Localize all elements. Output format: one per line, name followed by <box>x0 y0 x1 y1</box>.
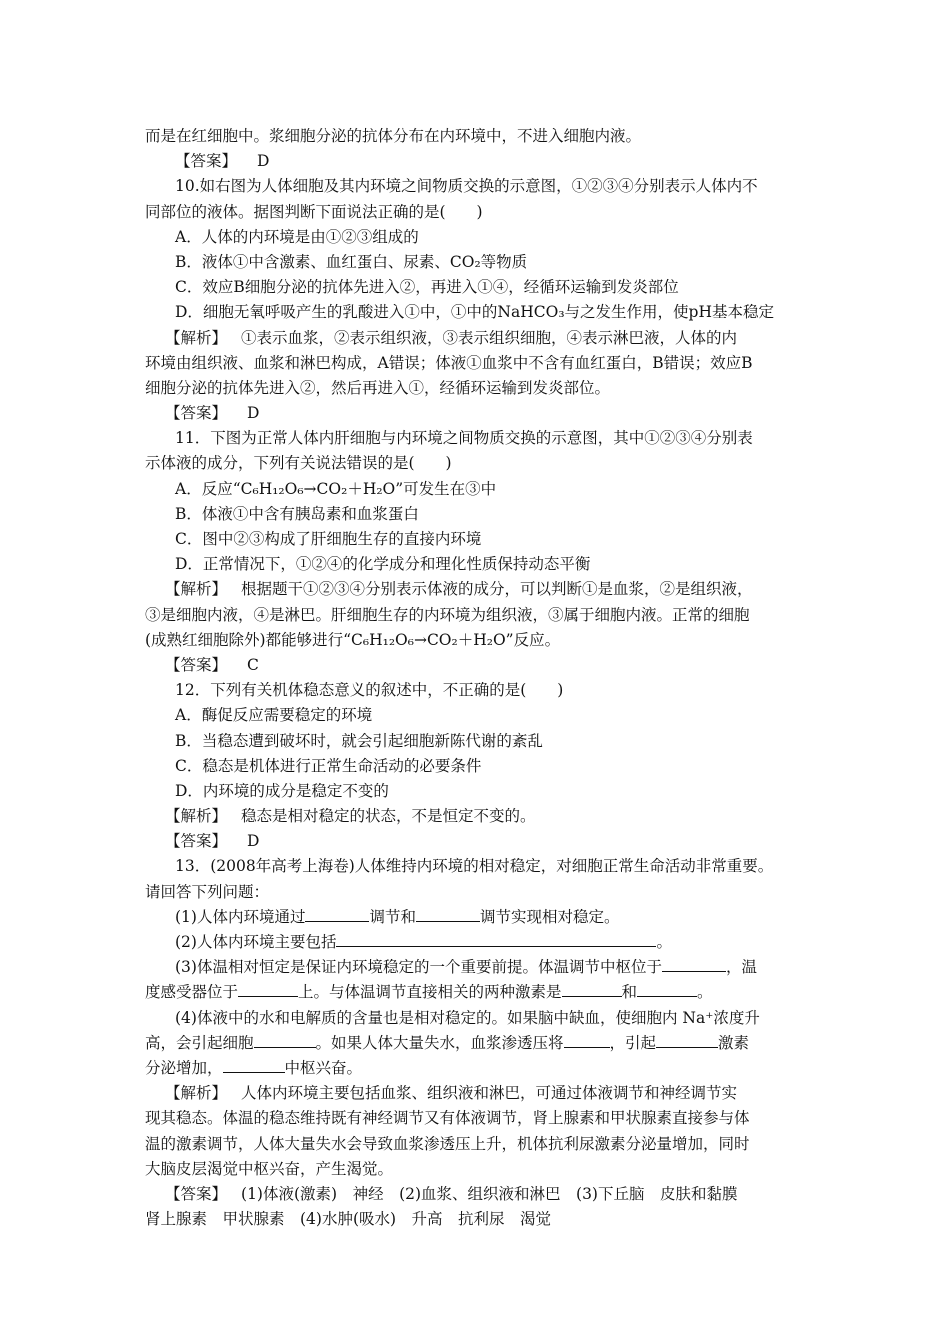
answer-blank[interactable] <box>336 930 656 947</box>
analysis-tag: 【解析】 <box>165 580 228 599</box>
answer-tag: 【答案】 <box>165 1184 228 1203</box>
part-text: (1)人体内环境通过 <box>175 907 306 926</box>
text-line: 请回答下列问题： <box>145 882 270 901</box>
option-d: D．内环境的成分是稳定不变的 <box>175 781 389 800</box>
part-text: 调节和 <box>369 907 416 926</box>
part-text: 。 <box>697 983 713 1002</box>
answer-value: D <box>247 404 260 423</box>
question-11: 11．下图为正常人体内肝细胞与内环境之间物质交换的示意图，其中①②③④分别表 <box>175 429 753 448</box>
option-b: B．当稳态遭到破坏时，就会引起细胞新陈代谢的紊乱 <box>175 731 543 750</box>
text-line <box>145 980 810 1005</box>
answer-line <box>145 829 810 854</box>
answer-blank[interactable] <box>656 1031 718 1048</box>
option-c: C．图中②③构成了肝细胞生存的直接内环境 <box>175 530 482 548</box>
answer-blank[interactable] <box>564 1031 610 1048</box>
answer-blank[interactable] <box>562 980 622 997</box>
text-line: 肾上腺素 甲状腺素 (4)水肿(吸水) 升高 抗利尿 渴觉 <box>145 1210 552 1229</box>
part-text: ，温 <box>725 958 757 977</box>
text-line: 现其稳态。体温的稳态维持既有神经调节又有体液调节，肾上腺素和甲状腺素直接参与体 <box>145 1109 750 1128</box>
text-line: 环境由组织液、血浆和淋巴构成，A错误；体液①血浆中不含有血红蛋白，B错误；效应B <box>145 353 753 372</box>
answer-blank[interactable] <box>305 905 369 922</box>
text-line: 示体液的成分，下列有关说法错误的是( ) <box>145 454 452 473</box>
answer-blank[interactable] <box>223 1056 285 1073</box>
part-text: 上。与体温调节直接相关的两种激素是 <box>298 983 562 1002</box>
part-text: 。如果人体大量失水，血浆渗透压将 <box>315 1033 564 1052</box>
answer-value: D <box>247 832 260 851</box>
answer-line <box>145 1182 810 1207</box>
option-a: A．酶促反应需要稳定的环境 <box>175 706 373 725</box>
answer-tag: 【答案】 <box>165 655 228 674</box>
analysis-text: 根据题干①②③④分别表示体液的成分，可以判断①是血浆，②是组织液， <box>241 580 753 599</box>
answer-tag: 【答案】 <box>175 152 238 171</box>
answer-line <box>145 653 810 678</box>
answer-line <box>145 149 810 174</box>
q13-part-2 <box>145 930 810 955</box>
analysis-tag: 【解析】 <box>165 1084 228 1103</box>
option-a: A．人体的内环境是由①②③组成的 <box>175 227 419 246</box>
analysis-line <box>145 326 810 351</box>
answer-tag: 【答案】 <box>165 832 228 851</box>
answer-value: (1)体液(激素) 神经 (2)血浆、组织液和淋巴 (3)下丘脑 皮肤和黏膜 <box>241 1184 738 1203</box>
part-text: 中枢兴奋。 <box>284 1058 363 1077</box>
text-line: 同部位的液体。据图判断下面说法正确的是( ) <box>145 202 483 221</box>
part-text: (3)体温相对恒定是保证内环境稳定的一个重要前提。体温调节中枢位于 <box>175 958 662 977</box>
option-a: A．反应“C₆H₁₂O₆→CO₂＋H₂O”可发生在③中 <box>175 479 497 498</box>
question-12: 12．下列有关机体稳态意义的叙述中，不正确的是( ) <box>175 681 564 700</box>
text-line: 温的激素调节，人体大量失水会导致血浆渗透压上升，机体抗利尿激素分泌量增加，同时 <box>145 1134 750 1153</box>
analysis-tag: 【解析】 <box>165 807 228 826</box>
answer-value: D <box>257 152 270 171</box>
text-line: 大脑皮层渴觉中枢兴奋，产生渴觉。 <box>145 1159 394 1178</box>
option-b: B．液体①中含激素、血红蛋白、尿素、CO₂等物质 <box>175 252 528 271</box>
answer-blank[interactable] <box>254 1031 316 1048</box>
part-text: ，引起 <box>609 1033 657 1052</box>
part-text: 和 <box>621 983 638 1002</box>
part-text: 激素 <box>718 1033 750 1052</box>
document-page <box>145 124 810 1232</box>
analysis-tag: 【解析】 <box>165 328 228 347</box>
part-text: 调节实现相对稳定。 <box>479 907 620 926</box>
option-d: D．细胞无氧呼吸产生的乳酸进入①中，①中的NaHCO₃与之发生作用，使pH基本稳定 <box>175 303 774 322</box>
option-c: C．效应B细胞分泌的抗体先进入②，再进入①④，经循环运输到发炎部位 <box>175 278 679 297</box>
part-text: 。 <box>656 933 672 951</box>
answer-value: C <box>247 655 259 674</box>
analysis-line <box>145 577 810 602</box>
answer-blank[interactable] <box>662 955 726 972</box>
q13-part-4: (4)体液中的水和电解质的含量也是相对稳定的。如果脑中缺血，使细胞内 Na⁺浓度升 <box>175 1008 760 1027</box>
text-line <box>145 1056 810 1081</box>
analysis-text: 人体内环境主要包括血浆、组织液和淋巴，可通过体液调节和神经调节实 <box>241 1084 738 1103</box>
answer-blank[interactable] <box>238 980 298 997</box>
text-line: 而是在红细胞中。浆细胞分泌的抗体分布在内环境中，不进入细胞内液。 <box>145 127 642 145</box>
analysis-text: ①表示血浆，②表示组织液，③表示组织细胞，④表示淋巴液，人体的内 <box>241 328 738 347</box>
part-text: 分泌增加， <box>145 1058 223 1077</box>
answer-blank[interactable] <box>637 980 697 997</box>
answer-blank[interactable] <box>416 905 480 922</box>
part-text: 高，会引起细胞 <box>145 1033 254 1052</box>
text-line: (成熟红细胞除外)都能够进行“C₆H₁₂O₆→CO₂＋H₂O”反应。 <box>145 630 561 649</box>
part-text: 度感受器位于 <box>145 983 239 1002</box>
option-b: B．体液①中含有胰岛素和血浆蛋白 <box>175 504 419 523</box>
part-text: (2)人体内环境主要包括 <box>175 933 337 951</box>
text-line <box>145 1031 810 1056</box>
analysis-text: 稳态是相对稳定的状态，不是恒定不变的。 <box>241 807 536 826</box>
text-line: ③是细胞内液，④是淋巴。肝细胞生存的内环境为组织液，③属于细胞内液。正常的细胞 <box>145 605 750 624</box>
option-d: D．正常情况下，①②④的化学成分和理化性质保持动态平衡 <box>175 555 591 574</box>
analysis-line <box>145 1081 810 1106</box>
question-10: 10.如右图为人体细胞及其内环境之间物质交换的示意图，①②③④分别表示人体内不 <box>175 177 758 196</box>
answer-tag: 【答案】 <box>165 404 228 423</box>
question-13: 13．(2008年高考上海卷)人体维持内环境的相对稳定，对细胞正常生命活动非常重要。 <box>175 857 774 876</box>
answer-line <box>145 401 810 426</box>
q13-part-3 <box>145 955 810 980</box>
text-line: 细胞分泌的抗体先进入②，然后再进入①，经循环运输到发炎部位。 <box>145 378 611 397</box>
option-c: C．稳态是机体进行正常生命活动的必要条件 <box>175 756 482 775</box>
analysis-line <box>145 804 810 829</box>
q13-part-1 <box>145 905 810 930</box>
